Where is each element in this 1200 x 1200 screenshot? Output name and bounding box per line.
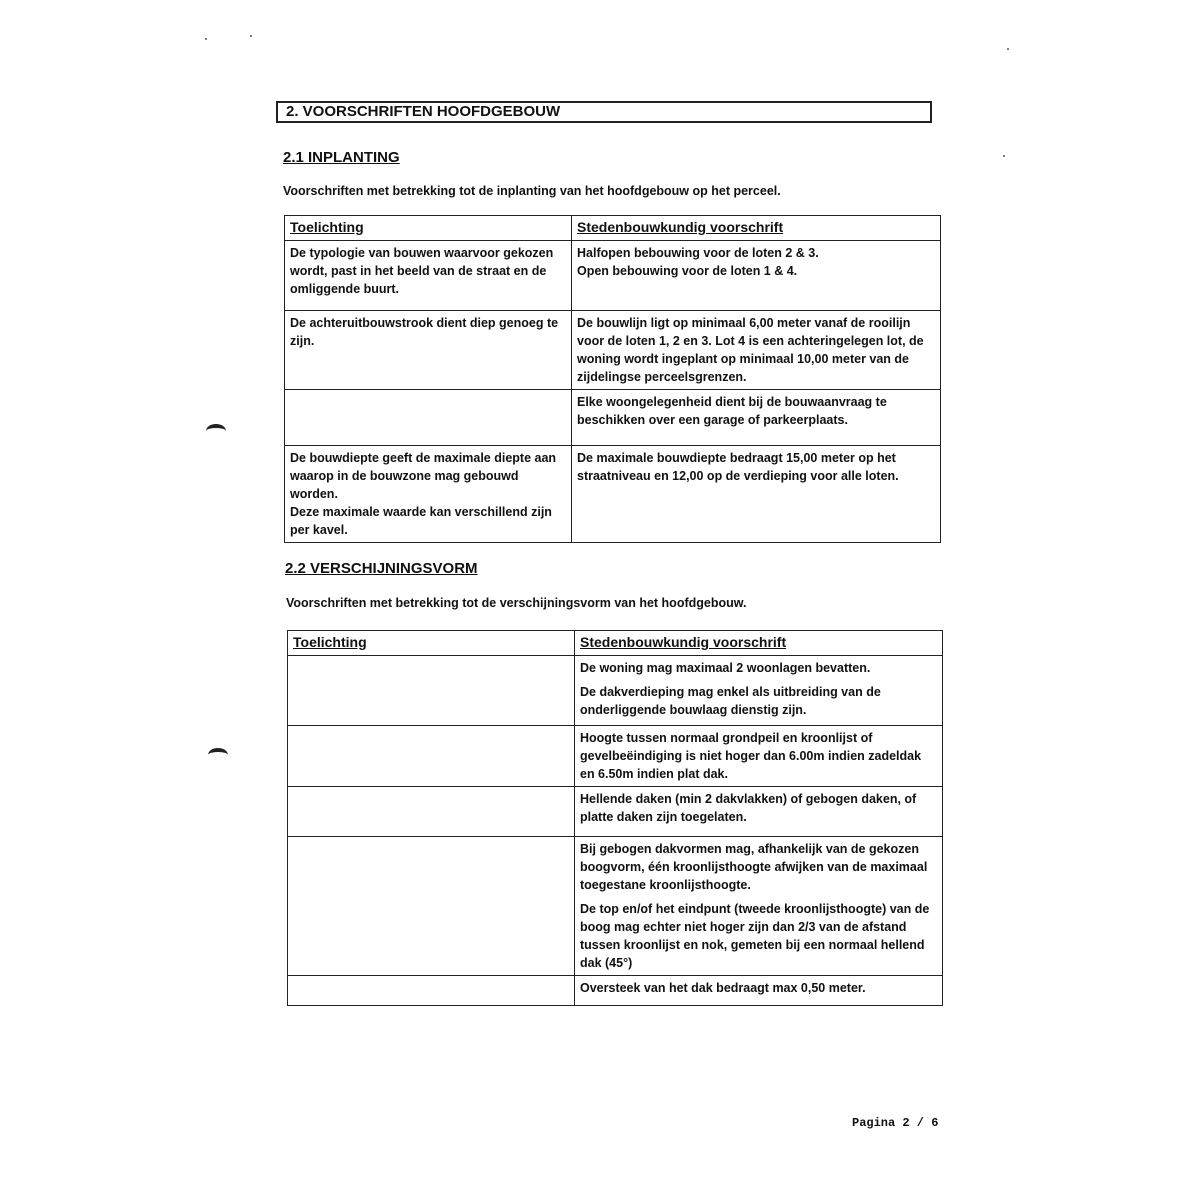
toelichting-cell	[288, 837, 575, 976]
table-row	[285, 446, 941, 543]
voorschrift-cell	[572, 446, 941, 543]
cell-text: Oversteek van het dak bedraagt max 0,50 meter.	[580, 981, 866, 995]
cell-text: De bouwlijn ligt op minimaal 6,00 meter vanaf de rooilijn voor de loten 1, 2 en 3. Lot 4 is een achteringelegen lot, de woning wordt ingeplant op minimaal 10,00 meter van de zijdelingse perceelsgrenzen.	[577, 316, 924, 384]
scan-speck	[1007, 48, 1009, 50]
toelichting-cell	[285, 241, 572, 311]
verschijningsvorm-heading: 2.2 VERSCHIJNINGSVORM	[285, 560, 478, 577]
toelichting-cell	[288, 787, 575, 837]
cell-text: De maximale bouwdiepte bedraagt 15,00 meter op het straatniveau en 12,00 op de verdieping voor alle loten.	[577, 451, 899, 483]
voorschrift-cell	[575, 976, 943, 1006]
cell-text: Hoogte tussen normaal grondpeil en kroonlijst of gevelbeëindiging is niet hoger dan 6.00m indien zadeldak en 6.50m indien plat dak.	[580, 731, 922, 781]
section-title: 2. VOORSCHRIFTEN HOOFDGEBOUW	[276, 101, 932, 123]
cell-text: Halfopen bebouwing voor de loten 2 & 3.	[577, 246, 819, 260]
cell-text: De dakverdieping mag enkel als uitbreiding van de onderliggende bouwlaag dienstig zijn.	[580, 685, 881, 717]
table-row	[285, 241, 941, 311]
table-header-row	[288, 631, 943, 656]
cell-text: De woning mag maximaal 2 woonlagen bevatten.	[580, 661, 871, 675]
cell-text: Hellende daken (min 2 dakvlakken) of gebogen daken, of platte daken zijn toegelaten.	[580, 792, 917, 824]
page-number: Pagina 2 / 6	[852, 1116, 939, 1130]
voorschrift-cell	[572, 241, 941, 311]
table-row	[288, 656, 943, 726]
punch-hole-mark	[206, 424, 226, 438]
toelichting-cell	[288, 726, 575, 787]
toelichting-cell	[288, 656, 575, 726]
column-header-toelichting: Toelichting	[285, 216, 572, 241]
inplanting-intro: Voorschriften met betrekking tot de inplanting van het hoofdgebouw op het perceel.	[283, 184, 781, 198]
voorschrift-cell	[575, 787, 943, 837]
scan-speck	[250, 35, 252, 37]
cell-text: Elke woongelegenheid dient bij de bouwaanvraag te beschikken over een garage of parkeerplaats.	[577, 395, 887, 427]
table-row	[288, 837, 943, 976]
voorschrift-cell	[572, 390, 941, 446]
cell-text: De bouwdiepte geeft de maximale diepte aan waarop in de bouwzone mag gebouwd worden.	[290, 451, 557, 501]
table-row	[288, 787, 943, 837]
table-row	[285, 390, 941, 446]
verschijningsvorm-intro: Voorschriften met betrekking tot de verschijningsvorm van het hoofdgebouw.	[286, 596, 747, 610]
toelichting-cell	[285, 390, 572, 446]
column-header-toelichting: Toelichting	[288, 631, 575, 656]
scan-speck	[205, 38, 207, 40]
cell-text: De top en/of het eindpunt (tweede kroonlijsthoogte) van de boog mag echter niet hoger zijn dan 2/3 van de afstand tussen kroonlijst en nok, gemeten bij een normaal hellend dak (45°)	[580, 902, 930, 970]
table-row	[288, 726, 943, 787]
table-row	[288, 976, 943, 1006]
voorschrift-cell	[575, 837, 943, 976]
cell-text: Bij gebogen dakvormen mag, afhankelijk van de gekozen boogvorm, één kroonlijsthoogte afwijken van de maximaal toegestane kroonlijsthoogte.	[580, 842, 928, 892]
voorschrift-cell	[572, 311, 941, 390]
toelichting-cell	[285, 311, 572, 390]
toelichting-cell	[285, 446, 572, 543]
punch-hole-mark	[208, 748, 228, 762]
column-header-voorschrift: Stedenbouwkundig voorschrift	[572, 216, 941, 241]
column-header-voorschrift: Stedenbouwkundig voorschrift	[575, 631, 943, 656]
scan-speck	[1003, 155, 1005, 157]
cell-text: De achteruitbouwstrook dient diep genoeg te zijn.	[290, 316, 559, 348]
cell-text: Open bebouwing voor de loten 1 & 4.	[577, 264, 798, 278]
verschijningsvorm-table	[287, 630, 943, 1006]
toelichting-cell	[288, 976, 575, 1006]
inplanting-heading: 2.1 INPLANTING	[283, 149, 400, 166]
cell-text: Deze maximale waarde kan verschillend zijn per kavel.	[290, 505, 552, 537]
table-row	[285, 311, 941, 390]
table-header-row	[285, 216, 941, 241]
voorschrift-cell	[575, 726, 943, 787]
inplanting-table	[284, 215, 941, 543]
cell-text: De typologie van bouwen waarvoor gekozen wordt, past in het beeld van de straat en de omliggende buurt.	[290, 246, 554, 296]
voorschrift-cell	[575, 656, 943, 726]
